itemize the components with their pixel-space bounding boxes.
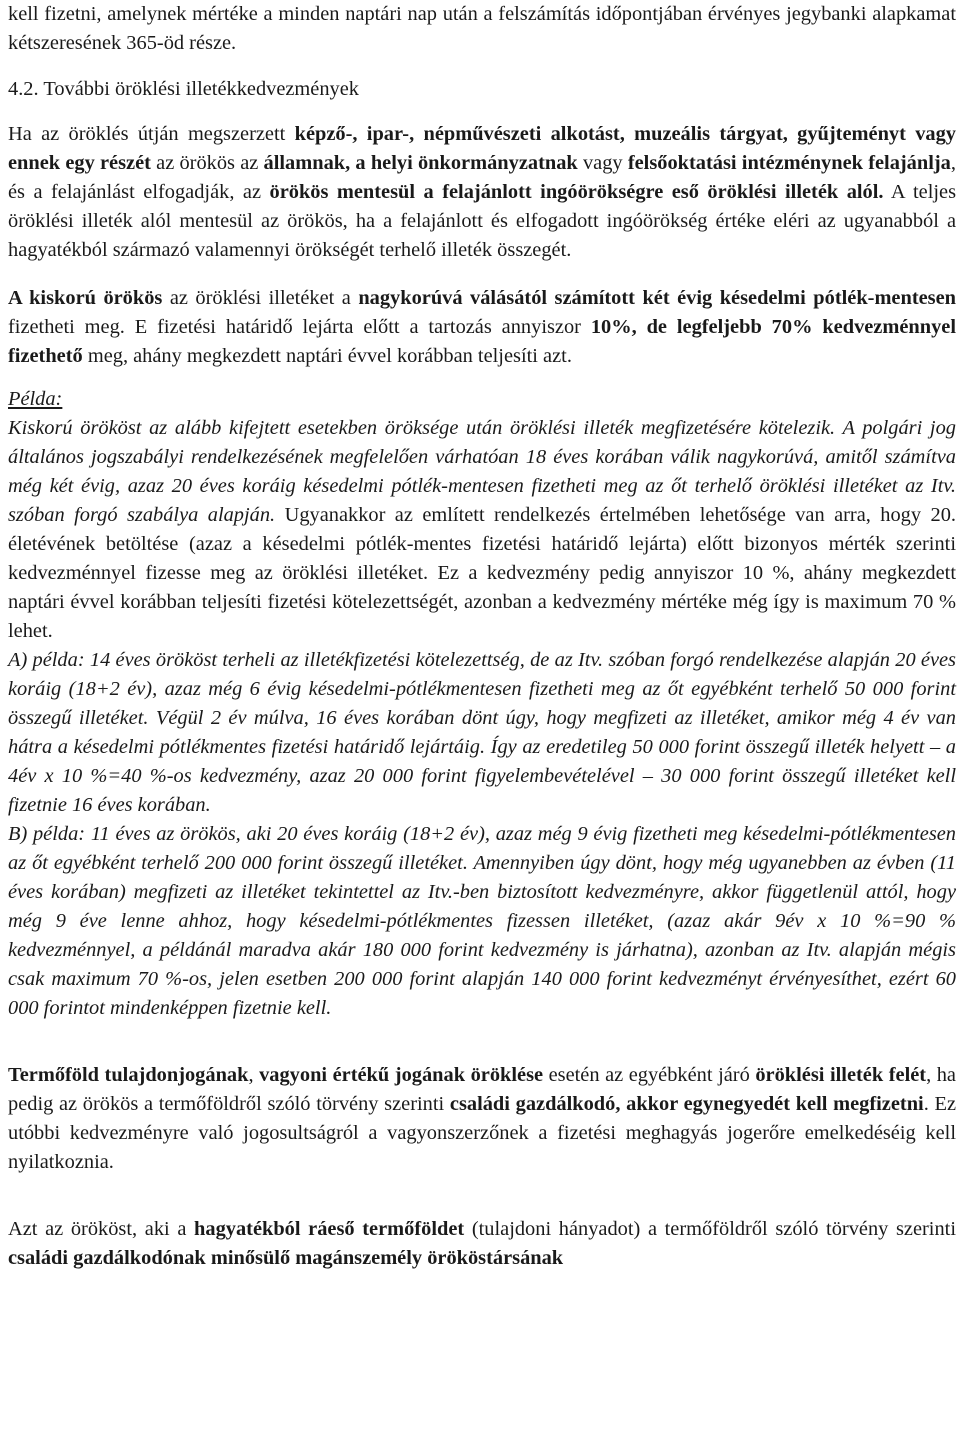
example-label-text: Példa: [8, 388, 63, 410]
text: az öröklési illetéket a [162, 287, 359, 309]
text: A teljes öröklési illeték alól mentesül az örökös, ha a felajánlott és elfogadott ingóörökség értéke eléri az ugyanabból a hagyatékból származó valamennyi örökségét terhelő illeték összegét. [8, 181, 957, 261]
paragraph-farmland [8, 1061, 956, 1177]
paragraph-family-farmer [8, 1215, 956, 1273]
example-a-paragraph [8, 646, 956, 820]
text: meg, ahány megkezdett naptári évvel korábban teljesíti azt. [82, 345, 572, 367]
example-text: Kiskorú örököst az alább kifejtett esetekben öröksége után öröklési illeték megfizetésére kötelezik. [8, 417, 836, 439]
text: Azt az örököst, aki a [8, 1218, 195, 1240]
bold-text: képző-, ipar-, népművészeti alkotást, muzeális tárgyat, gyűjteményt vagy ennek egy részét [8, 123, 956, 174]
example-intro-paragraph [8, 414, 956, 646]
text: , ha pedig az örökös a termőföldről szóló törvény szerinti [8, 1064, 956, 1115]
example-b-text: B) példa: 11 éves az örökös, aki 20 éves koráig (18+2 év), azaz még 9 évig fizetheti meg késedelmi-pótlékmentesen az őt egyébként terhelő 200 000 forint összegű illetéket. Amennyiben úgy dönt, hogy még ugyanebben az évben (11 éves korában) megfizeti az illetéket tekintettel az Itv.-ben biztosított kedvezményre, akkor függetlenül attól, hogy még 9 éve lenne ahhoz, hogy késedelmi-pótlékmentes fizessen illetéket, (azaz akár 9év x 10 %=90 % kedvezménnyel, a példánál maradva akár 180 000 forint kedvezmény is járhatna), azonban az Itv. alapján mégis csak maximum 70 %-os, jelen esetben 200 000 forint alapján 140 000 forint kedvezményt érvényesíthet, ezért 60 000 forintot mindenképpen fizetnie kell. [8, 823, 956, 1019]
section-heading [8, 75, 956, 104]
bold-text: családi gazdálkodó, akkor egynegyedét kell megfizetni [449, 1093, 924, 1115]
bold-text: örökös mentesül a felajánlott ingóörökségre eső öröklési illeték alól. [269, 181, 884, 203]
bold-text: felsőoktatási intézménynek felajánlja [627, 152, 951, 174]
bold-text: A kiskorú örökös [8, 287, 163, 309]
bold-text: 10%, de legfeljebb 70% kedvezménnyel fizethető [8, 316, 956, 367]
section-title: További öröklési illetékkedvezmények [43, 78, 359, 100]
intro-paragraph [8, 0, 956, 58]
bold-text: Termőföld tulajdonjogának [8, 1064, 249, 1086]
bold-text: államnak, a helyi önkormányzatnak [263, 152, 578, 174]
text: (tulajdoni hányadot) a termőföldről szóló törvény szerinti [464, 1218, 956, 1240]
paragraph-minor-heir [8, 284, 956, 371]
text: az örökös az [150, 152, 264, 174]
document-page [8, 0, 956, 1273]
bold-text: családi gazdálkodónak minősülő magánszemély örököstársának [8, 1247, 564, 1269]
paragraph-art-donation [8, 120, 956, 265]
text: . Ez utóbbi kedvezményre való jogosultságról a vagyonszerzőnek a fizetési meghagyás jogerőre emelkedéséig kell nyilatkoznia. [8, 1093, 957, 1173]
example-b-paragraph [8, 820, 956, 1023]
section-number: 4.2. [8, 78, 39, 100]
example-text: A polgári jog általános jogszabályi rendelkezésének megfelelően várhatóan 18 éves korában válik nagykorúvá, amitől számítva még két évig, azaz 20 éves koráig késedelmi pótlék-mentesen fizetheti meg az őt terhelő öröklési illetéket az Itv. szóban forgó szabálya alapján. [8, 417, 956, 526]
text: , [248, 1064, 260, 1086]
text: vagy [577, 152, 628, 174]
text: Ha az öröklés útján megszerzett [8, 123, 295, 145]
example-a-text: A) példa: 14 éves örököst terheli az illetékfizetési kötelezettség, de az Itv. szóban forgó rendelkezése alapján 20 éves koráig (18+2 év), azaz még 6 évig késedelmi-pótlékmentesen fizetheti meg az őt egyébként terhelő 50 000 forint összegű illetéket. Végül 2 év múlva, 16 éves korában dönt úgy, hogy megfizeti az illetéket, amikor még 4 év van hátra a késedelmi pótlékmentes fizetési határidő lejártáig. Így az eredetileg 50 000 forint összegű illeték helyett – a 4év x 10 %=40 %-os kedvezmény, azaz 20 000 forint figyelembevételével – 30 000 forint összegű illetéket kell fizetnie 16 éves korában. [8, 649, 956, 816]
bold-text: nagykorúvá válásától számított két évig késedelmi pótlék-mentesen [358, 287, 956, 309]
bold-text: hagyatékból ráeső termőföldet [194, 1218, 465, 1240]
text: esetén az egyébként járó [543, 1064, 756, 1086]
example-label [8, 385, 956, 414]
bold-text: vagyoni értékű jogának öröklése [259, 1064, 544, 1086]
text: , és a felajánlást elfogadják, az [8, 152, 956, 203]
example-text: Ugyanakkor az említett rendelkezés értelmében lehetősége van arra, hogy 20. életévének betöltése (azaz a késedelmi pótlék-mentes fizetési határidő lejárta) előtt bizonyos mérték szerinti kedvezménnyel fizesse meg az öröklési illetéket. Ez a kedvezmény pedig annyiszor 10 %, ahány megkezdett naptári évvel korábban teljesíti fizetési kötelezettségét, azonban a kedvezmény mértéke még így is maximum 70 % lehet. [8, 504, 956, 642]
bold-text: öröklési illeték felét [755, 1064, 927, 1086]
intro-text: kell fizetni, amelynek mértéke a minden naptári nap után a felszámítás időpontjában érvényes jegybanki alapkamat kétszeresének 365-öd része. [8, 3, 956, 54]
text: fizetheti meg. E fizetési határidő lejárta előtt a tartozás annyiszor [8, 316, 591, 338]
